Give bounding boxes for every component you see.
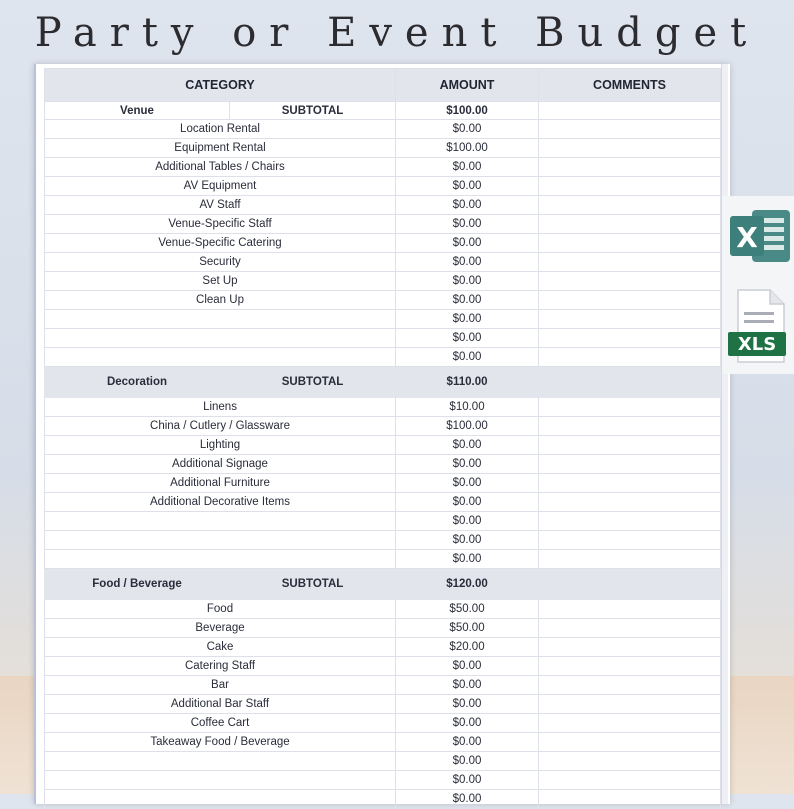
subtotal-row (45, 569, 721, 600)
table-row (45, 638, 721, 657)
amount-header: AMOUNT (396, 69, 539, 102)
section-subtotal[interactable]: $110.00 (396, 367, 539, 398)
comment-cell[interactable] (539, 120, 721, 139)
comment-cell[interactable] (539, 752, 721, 771)
comment-cell[interactable] (539, 695, 721, 714)
comment-cell[interactable] (539, 493, 721, 512)
comment-cell[interactable] (539, 512, 721, 531)
comment-cell[interactable] (539, 177, 721, 196)
item-label[interactable]: Clean Up (45, 291, 396, 310)
comment-cell[interactable] (539, 139, 721, 158)
item-amount[interactable]: $50.00 (396, 619, 539, 638)
section-name[interactable]: Decoration (45, 367, 230, 398)
comment-cell[interactable] (539, 215, 721, 234)
item-label[interactable]: Linens (45, 398, 396, 417)
vertical-scrollbar[interactable] (721, 64, 728, 804)
comment-cell[interactable] (539, 291, 721, 310)
item-label[interactable]: Bar (45, 676, 396, 695)
item-amount[interactable]: $0.00 (396, 474, 539, 493)
item-label[interactable]: Cake (45, 638, 396, 657)
item-amount[interactable]: $0.00 (396, 512, 539, 531)
item-label[interactable]: Venue-Specific Catering (45, 234, 396, 253)
item-amount[interactable]: $0.00 (396, 253, 539, 272)
comment-cell[interactable] (539, 569, 721, 600)
table-row (45, 752, 721, 771)
item-amount[interactable]: $0.00 (396, 310, 539, 329)
item-label[interactable]: Set Up (45, 272, 396, 291)
comment-cell[interactable] (539, 417, 721, 436)
comment-cell[interactable] (539, 550, 721, 569)
table-row (45, 120, 721, 139)
item-amount[interactable]: $0.00 (396, 436, 539, 455)
item-amount[interactable]: $0.00 (396, 752, 539, 771)
comment-cell[interactable] (539, 474, 721, 493)
item-label[interactable]: Equipment Rental (45, 139, 396, 158)
item-label[interactable]: Beverage (45, 619, 396, 638)
item-amount[interactable]: $0.00 (396, 455, 539, 474)
comment-cell[interactable] (539, 638, 721, 657)
table-row (45, 234, 721, 253)
comment-cell[interactable] (539, 733, 721, 752)
table-row (45, 733, 721, 752)
comment-cell[interactable] (539, 102, 721, 120)
table-row (45, 600, 721, 619)
item-amount[interactable]: $0.00 (396, 215, 539, 234)
comment-cell[interactable] (539, 196, 721, 215)
comment-cell[interactable] (539, 790, 721, 809)
comment-cell[interactable] (539, 619, 721, 638)
table-row (45, 695, 721, 714)
table-row (45, 676, 721, 695)
spreadsheet-grid (44, 68, 720, 809)
item-amount[interactable]: $0.00 (396, 790, 539, 809)
table-row (45, 455, 721, 474)
item-amount[interactable]: $0.00 (396, 676, 539, 695)
table-row (45, 291, 721, 310)
table-row (45, 215, 721, 234)
item-label[interactable]: AV Equipment (45, 177, 396, 196)
item-amount[interactable]: $0.00 (396, 550, 539, 569)
budget-table (44, 68, 721, 809)
item-amount[interactable]: $0.00 (396, 771, 539, 790)
subtotal-row (45, 102, 721, 120)
item-amount[interactable]: $0.00 (396, 348, 539, 367)
table-row (45, 348, 721, 367)
comment-cell[interactable] (539, 714, 721, 733)
table-row (45, 771, 721, 790)
excel-badge (722, 196, 794, 374)
item-amount[interactable]: $0.00 (396, 272, 539, 291)
subtotal-row (45, 367, 721, 398)
item-amount[interactable]: $0.00 (396, 329, 539, 348)
item-label[interactable]: Coffee Cart (45, 714, 396, 733)
item-label[interactable]: Catering Staff (45, 657, 396, 676)
item-label[interactable]: Additional Decorative Items (45, 493, 396, 512)
excel-logo-icon (728, 204, 792, 268)
item-label[interactable]: Security (45, 253, 396, 272)
item-amount[interactable]: $0.00 (396, 657, 539, 676)
comment-cell[interactable] (539, 234, 721, 253)
item-label[interactable]: Additional Furniture (45, 474, 396, 493)
item-label[interactable]: Additional Signage (45, 455, 396, 474)
item-amount[interactable]: $0.00 (396, 695, 539, 714)
table-row (45, 619, 721, 638)
xls-file-icon (726, 286, 790, 366)
item-label[interactable] (45, 531, 396, 550)
table-row (45, 177, 721, 196)
comment-cell[interactable] (539, 310, 721, 329)
comment-cell[interactable] (539, 348, 721, 367)
item-label[interactable] (45, 348, 396, 367)
table-row (45, 790, 721, 809)
item-amount[interactable]: $0.00 (396, 234, 539, 253)
section-name[interactable]: Food / Beverage (45, 569, 230, 600)
subtotal-label: SUBTOTAL (230, 569, 396, 600)
table-row (45, 550, 721, 569)
table-row (45, 417, 721, 436)
subtotal-label: SUBTOTAL (230, 367, 396, 398)
table-row (45, 474, 721, 493)
item-amount[interactable]: $0.00 (396, 120, 539, 139)
table-row (45, 310, 721, 329)
table-row (45, 272, 721, 291)
table-row (45, 329, 721, 348)
table-row (45, 253, 721, 272)
comment-cell[interactable] (539, 531, 721, 550)
item-label[interactable] (45, 752, 396, 771)
comment-cell[interactable] (539, 676, 721, 695)
item-label[interactable] (45, 329, 396, 348)
item-label[interactable]: Food (45, 600, 396, 619)
comment-cell[interactable] (539, 253, 721, 272)
table-row (45, 139, 721, 158)
item-amount[interactable]: $0.00 (396, 158, 539, 177)
item-label[interactable]: Venue-Specific Staff (45, 215, 396, 234)
comment-cell[interactable] (539, 367, 721, 398)
item-label[interactable] (45, 550, 396, 569)
subtotal-label: SUBTOTAL (230, 102, 396, 120)
item-amount[interactable]: $0.00 (396, 733, 539, 752)
item-amount[interactable]: $50.00 (396, 600, 539, 619)
comment-cell[interactable] (539, 600, 721, 619)
item-label[interactable] (45, 512, 396, 531)
item-amount[interactable]: $100.00 (396, 139, 539, 158)
item-label[interactable] (45, 790, 396, 809)
table-row (45, 714, 721, 733)
item-label[interactable]: China / Cutlery / Glassware (45, 417, 396, 436)
item-amount[interactable]: $0.00 (396, 177, 539, 196)
page-title: Party or Event Budget (34, 10, 760, 56)
item-label[interactable] (45, 310, 396, 329)
comment-cell[interactable] (539, 455, 721, 474)
item-label[interactable]: Location Rental (45, 120, 396, 139)
comment-cell[interactable] (539, 329, 721, 348)
item-amount[interactable]: $0.00 (396, 714, 539, 733)
item-amount[interactable]: $100.00 (396, 417, 539, 436)
table-row (45, 512, 721, 531)
table-row (45, 436, 721, 455)
comment-cell[interactable] (539, 398, 721, 417)
item-label[interactable]: Additional Tables / Chairs (45, 158, 396, 177)
excel-logo-letter: X (736, 221, 758, 254)
comments-header: COMMENTS (539, 69, 721, 102)
comment-cell[interactable] (539, 771, 721, 790)
item-amount[interactable]: $10.00 (396, 398, 539, 417)
table-row (45, 493, 721, 512)
table-row (45, 657, 721, 676)
item-label[interactable]: Lighting (45, 436, 396, 455)
table-row (45, 531, 721, 550)
item-label[interactable]: Takeaway Food / Beverage (45, 733, 396, 752)
section-name[interactable]: Venue (45, 102, 230, 120)
comment-cell[interactable] (539, 657, 721, 676)
comment-cell[interactable] (539, 158, 721, 177)
spreadsheet (34, 64, 730, 804)
table-row (45, 196, 721, 215)
comment-cell[interactable] (539, 436, 721, 455)
item-amount[interactable]: $0.00 (396, 291, 539, 310)
category-header: CATEGORY (45, 69, 396, 102)
section-subtotal[interactable]: $100.00 (396, 102, 539, 120)
item-amount[interactable]: $0.00 (396, 531, 539, 550)
item-amount[interactable]: $0.00 (396, 196, 539, 215)
item-amount[interactable]: $0.00 (396, 493, 539, 512)
comment-cell[interactable] (539, 272, 721, 291)
item-label[interactable]: AV Staff (45, 196, 396, 215)
header-row (45, 69, 721, 102)
table-row (45, 158, 721, 177)
item-label[interactable] (45, 771, 396, 790)
item-label[interactable]: Additional Bar Staff (45, 695, 396, 714)
table-row (45, 398, 721, 417)
item-amount[interactable]: $20.00 (396, 638, 539, 657)
section-subtotal[interactable]: $120.00 (396, 569, 539, 600)
xls-file-label: XLS (737, 334, 777, 355)
budget-body (45, 102, 721, 809)
